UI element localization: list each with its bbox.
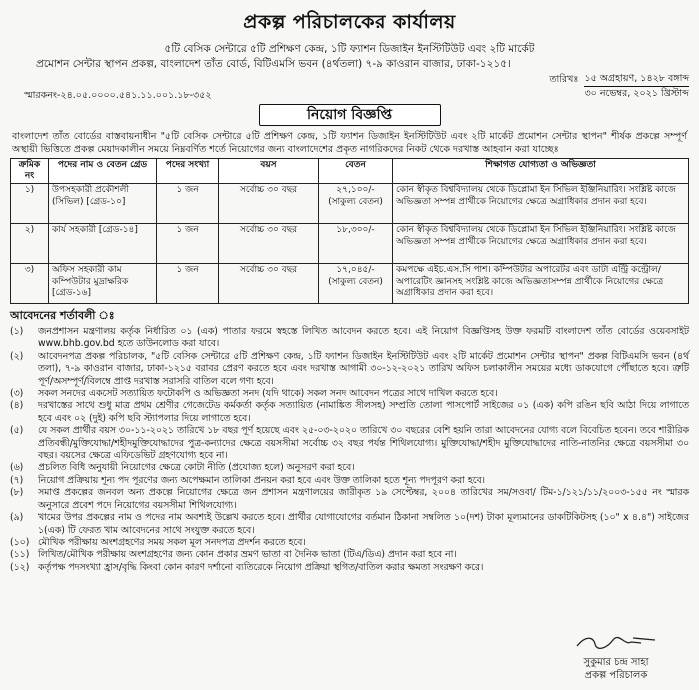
row-salary: ২৭,১০০/- (সাকুল্য বেতন): [319, 184, 393, 224]
row-serial: ৩): [11, 264, 49, 304]
row-count: ১ জন: [157, 184, 219, 224]
condition-text: সমাপ্ত প্রকল্পের জনবল অন্য প্রকল্পে নিয়োগের ক্ষেত্রে জন প্রশাসন মন্ত্রণালয়ের জারীকৃত ১৯ সেপ্টেম্বর, ২০০৪ তারিখের সম/সওবা/ টিম-১/১২১/১১/২০০৩-১৫৫ নং স্মারক অনুসারে প্রবেশ পদে নিয়োগের বয়সসীমা শিথিলযোগ্য।: [38, 487, 689, 511]
col-salary: বেতন: [319, 159, 393, 184]
condition-text: আবেদনপত্র প্রকল্প পরিচালক, "৫টি বেসিক সেন্টারে ৫টি প্রশিক্ষণ কেন্দ্র, ১টি ফ্যাশন ডিজাইন ইনস্টিটিউট এবং ২টি মার্কেট প্রমোশন সেন্টার স্থাপন" প্রকল্প বিটিএমসি ভবন (৪র্থ তলা), ৭-৯ কাওরান বাজার, ঢাকা-১২১৫ বরাবর প্রেরণ করতে হবে এবং দরখাস্ত আগামী ৩০-১২-২০২১ তারিখ অফিস চলাকালীন সময়ের মধ্যে ডাকযোগে পৌঁছাতে হবে। ত্রুটি পূর্ণ/অসম্পূর্ণ/বিলম্বে প্রাপ্ত দরখাস্ত সরাসরি বাতিল বলে গণ্য হবে।: [38, 350, 689, 387]
condition-number: (৭): [10, 474, 24, 486]
condition-number: (৩): [10, 388, 24, 400]
office-title: প্রকল্প পরিচালকের কার্যালয়: [243, 11, 456, 33]
condition-text: মৌখিক পরীক্ষায় অংশগ্রহণের সময় সকল মূল সনদপত্র প্রদর্শন করতে হবে।: [38, 536, 306, 548]
signature-block: [571, 634, 661, 682]
condition-text: নিয়োগ প্রক্রিয়ায় শূন্য পদ পূরণের জন্য অপেক্ষমান তালিকা প্রনয়ন করা হবে এবং উক্ত তালিকা হতে শূন্য পদপূরণ করা হবে।: [38, 474, 485, 486]
date-label: তারিখঃ: [549, 74, 579, 85]
row-count: ১ জন: [157, 224, 219, 264]
condition-text: দরখাস্তের সাথে শুধু মাত্র প্রথম শ্রেণীর গেজেটেড কর্মকর্তা কর্তৃক সত্যায়িত (নামাঙ্কিত সীলসহ) সম্প্রতি তোলা পাসপোর্ট সাইজের ০১ (এক) কপি রঙিন ছবি আঠা দিয়ে লাগাতে হবে এবং ০২ (দুই) কপি ছবি স্ট্যাপলার দিয়ে লাগাতে হবে।: [38, 400, 689, 424]
posts-table: [10, 158, 689, 304]
signature-scribble: [571, 634, 661, 652]
col-post: পদের নাম ও বেতন গ্রেড: [49, 159, 157, 184]
condition-number: (৫): [10, 425, 24, 437]
row-post: অফিস সহকারী কাম কম্পিউটার মুদ্রাক্ষরিক [গ্রেড-১৬]: [49, 264, 157, 304]
table-row: [11, 224, 689, 264]
row-qualification: কোন স্বীকৃত বিশ্ববিদ্যালয় থেকে ডিপ্লোমা ইন সিভিল ইঞ্জিনিয়ারিং। সংশ্লিষ্ট কাজে অভিজ্ঞতা সম্পন্ন প্রার্থীকে নিয়োগের ক্ষেত্রে অগ্রাধিকার প্রদান করা হবে।: [393, 184, 689, 224]
row-salary: ১৭,০৪৫/- (সাকুল্য বেতন): [319, 264, 393, 304]
condition-number: (৮): [10, 487, 24, 499]
row-salary: ১৮,৩০০/-: [319, 224, 393, 264]
col-age: বয়স: [219, 159, 319, 184]
condition-item: [10, 549, 689, 561]
condition-item: [10, 388, 689, 400]
condition-number: (১): [10, 326, 24, 337]
condition-item: [10, 425, 689, 462]
intro-paragraph: বাংলাদেশ তাঁত বোর্ডের বাস্তবায়নাধীন "৫টি বেসিক সেন্টারে ৫টি প্রশিক্ষণ কেন্দ্র, ১টি ফ্যাশন ডিজাইন ইনস্টিটিউট এবং ২টি মার্কেট প্রমোশন সেন্টার স্থাপন" শীর্ষক প্রকল্পে সম্পূর্ণ অস্থায়ী ভিত্তিতে প্রকল্প মেয়াদকালীন সময়ে নিম্নবর্ণিত শর্তে নিয়োগের জন্য বাংলাদেশের প্রকৃত নাগরিকদের নিকট থেকে দরখাস্ত আহবান করা যাচ্ছেঃ: [12, 131, 687, 155]
signatory-name: সুকুমার চন্দ্র সাহা: [583, 657, 649, 668]
memo-date-row: [10, 72, 689, 102]
project-line-2: প্রমোশন সেন্টার স্থাপন প্রকল্প, বাংলাদেশ তাঁত বোর্ড, বিটিএমসি ভবন (৪র্থতলা) ৭-৯ কাওরান বাজার, ঢাকা-১২১৫।: [36, 58, 511, 70]
condition-text: সকল সনদের একসেট সত্যায়িত ফটোকপি ও অভিজ্ঞতা সনদ (যদি থাকে) সকল সনদ আবেদন পত্রের সাথে দাখিল করতে হবে।: [38, 388, 498, 400]
row-age: সর্বোচ্চ ৩০ বছর: [219, 264, 319, 304]
col-serial: ক্রমিক নং: [11, 159, 49, 184]
date-block: [549, 72, 689, 101]
row-post: কার্য সহকারী [গ্রেড-১৪]: [49, 224, 157, 264]
table-header-row: [11, 159, 689, 184]
condition-text: প্রচলিত বিধি অনুযায়ী নিয়োগের ক্ষেত্রে কোটা নীতি (প্রযোজ্য হলে) অনুসরণ করা হবে।: [38, 462, 355, 474]
row-count: ১ জন: [157, 264, 219, 304]
condition-item: [10, 537, 689, 549]
recruitment-notice-banner: নিয়োগ বিজ্ঞপ্তি: [259, 104, 441, 126]
row-age: সর্বোচ্চ ৩০ বছর: [219, 224, 319, 264]
row-qualification: কমপক্ষে এইচ.এস.সি পাশ। কম্পিউটার অপারেটর এবং ডাটা এন্ট্রি কন্ট্রোল/অপারেটিং জ্ঞানসহ সংশ্লিষ্ট কাজে অভিজ্ঞতাসম্পন্ন প্রার্থীকে নিয়োগের ক্ষেত্রে অগ্রাধিকার প্রদান করা হবে।: [393, 264, 689, 304]
condition-text: যে সকল প্রার্থীর বয়স ৩০-১১-২০২১ তারিখে ১৮ বছর পূর্ণ হয়েছে এবং ২৫-০৩-২০২০ তারিখে ৩০ বছরের বেশি হয়নি তারা আবেদনের যোগ্য বলে বিবেচিত হবেন। তবে শারীরিক প্রতিবন্ধী/মুক্তিযোদ্ধা/শহীদমুক্তিযোদ্ধাদের পুত্র-কন্যাদের ক্ষেত্রে বয়সসীমা সর্বোচ্চ ৩২ বছর পর্যন্ত শিথিলযোগ্য। মুক্তিযোদ্ধা/শহীদ মুক্তিযোদ্ধাদের নাতি-নাতনির ক্ষেত্রে বয়সসীমা ৩০ বছর। বয়সের ক্ষেত্রে এফিডেভিট গ্রহণযোগ্য হবে না।: [38, 425, 689, 462]
project-line-1: ৫টি বেসিক সেন্টারে ৫টি প্রশিক্ষণ কেন্দ্র, ১টি ফ্যাশন ডিজাইন ইনস্টিটিউট এবং ২টি মার্কেট: [164, 43, 535, 55]
condition-number: (৪): [10, 400, 24, 412]
condition-number: (১২): [10, 561, 30, 573]
condition-item: [10, 351, 689, 388]
date-english: ৩০ নভেম্বর, ২০২১ খ্রিস্টাব্দ: [584, 88, 689, 99]
col-qualification: শিক্ষাগত যোগ্যতা ও অভিজ্ঞতা: [393, 159, 689, 184]
table-row: [11, 264, 689, 304]
condition-number: (১০): [10, 536, 30, 548]
row-age: সর্বোচ্চ ৩০ বছর: [219, 184, 319, 224]
condition-item: [10, 475, 689, 487]
condition-number: (২): [10, 350, 24, 362]
conditions-list: [10, 326, 689, 574]
condition-item: [10, 400, 689, 425]
condition-text: কর্তৃপক্ষ পদসংখ্যা হ্রাস/বৃদ্ধি কিংবা কোন কারণ দর্শানো ব্যতিরেকে নিয়োগ প্রক্রিয়া স্থগিত/বাতিল করার ক্ষমতা সংরক্ষণ করে।: [38, 561, 484, 573]
condition-number: (৬): [10, 462, 24, 474]
condition-item: [10, 562, 689, 574]
condition-item: [10, 326, 689, 351]
conditions-title: আবেদনের শর্তাবলী ঃ: [10, 309, 115, 322]
condition-number: (১১): [10, 549, 30, 561]
table-row: [11, 184, 689, 224]
condition-number: (৯): [10, 512, 24, 524]
condition-item: [10, 462, 689, 474]
condition-text: লিখিত/মৌখিক পরীক্ষায় অংশগ্রহণের জন্য কোন প্রকার ভ্রমণ ভাতা বা দৈনিক ভাতা (টিএ/ডিএ) প্রদান করা হবে না।: [38, 549, 457, 561]
row-post: উপসহকারী প্রকৌশলী (সিভিল) [গ্রেড-১০]: [49, 184, 157, 224]
condition-text: খামের উপর প্রকল্পের নাম ও পদের নাম অবশ্যই উল্লেখ করতে হবে। প্রার্থীর যোগাযোগের বর্তমান ঠিকানা সম্বলিত ১০(দশ) টাকা মূল্যমানের ডাকটিকিটসহ (১০" x ৪.৪") সাইজের ১(এক) টি ফেরত খাম আবেদনের সাথে সংযুক্ত করতে হবে।: [38, 512, 689, 536]
condition-item: [10, 512, 689, 537]
date-bangla: ১৫ অগ্রহায়ণ, ১৪২৮ বঙ্গাব্দ: [584, 72, 689, 87]
memo-number: স্মারকনং-২৪.০৫.০০০০.৫৪১.১১.০০১.১৮-৩৫২: [24, 90, 212, 101]
row-qualification: কোন স্বীকৃত বিশ্ববিদ্যালয় থেকে ডিপ্লোমা ইন সিভিল ইঞ্জিনিয়ারিং। সংশ্লিষ্ট কাজে অভিজ্ঞতা সম্পন্ন প্রার্থীকে নিয়োগের ক্ষেত্রে অগ্রাধিকার প্রদান করা হবে।: [393, 224, 689, 264]
row-serial: ২): [11, 224, 49, 264]
col-count: পদের সংখ্যা: [157, 159, 219, 184]
row-serial: ১): [11, 184, 49, 224]
condition-item: [10, 487, 689, 512]
signatory-designation: প্রকল্প পরিচালক: [584, 670, 648, 681]
condition-text: জনপ্রশাসন মন্ত্রণালয় কর্তৃক নির্ধারিত ০১ (এক) পাতার ফরমে স্বহস্তে লিখিত আবেদন করতে হবে। এই নিয়োগ বিজ্ঞপ্তিসহ উক্ত ফরমটি বাংলাদেশ তাঁত বোর্ডের ওয়েবসাইট www.bhb.gov.bd হতে ডাউনলোড করা যাবে।: [38, 326, 689, 350]
